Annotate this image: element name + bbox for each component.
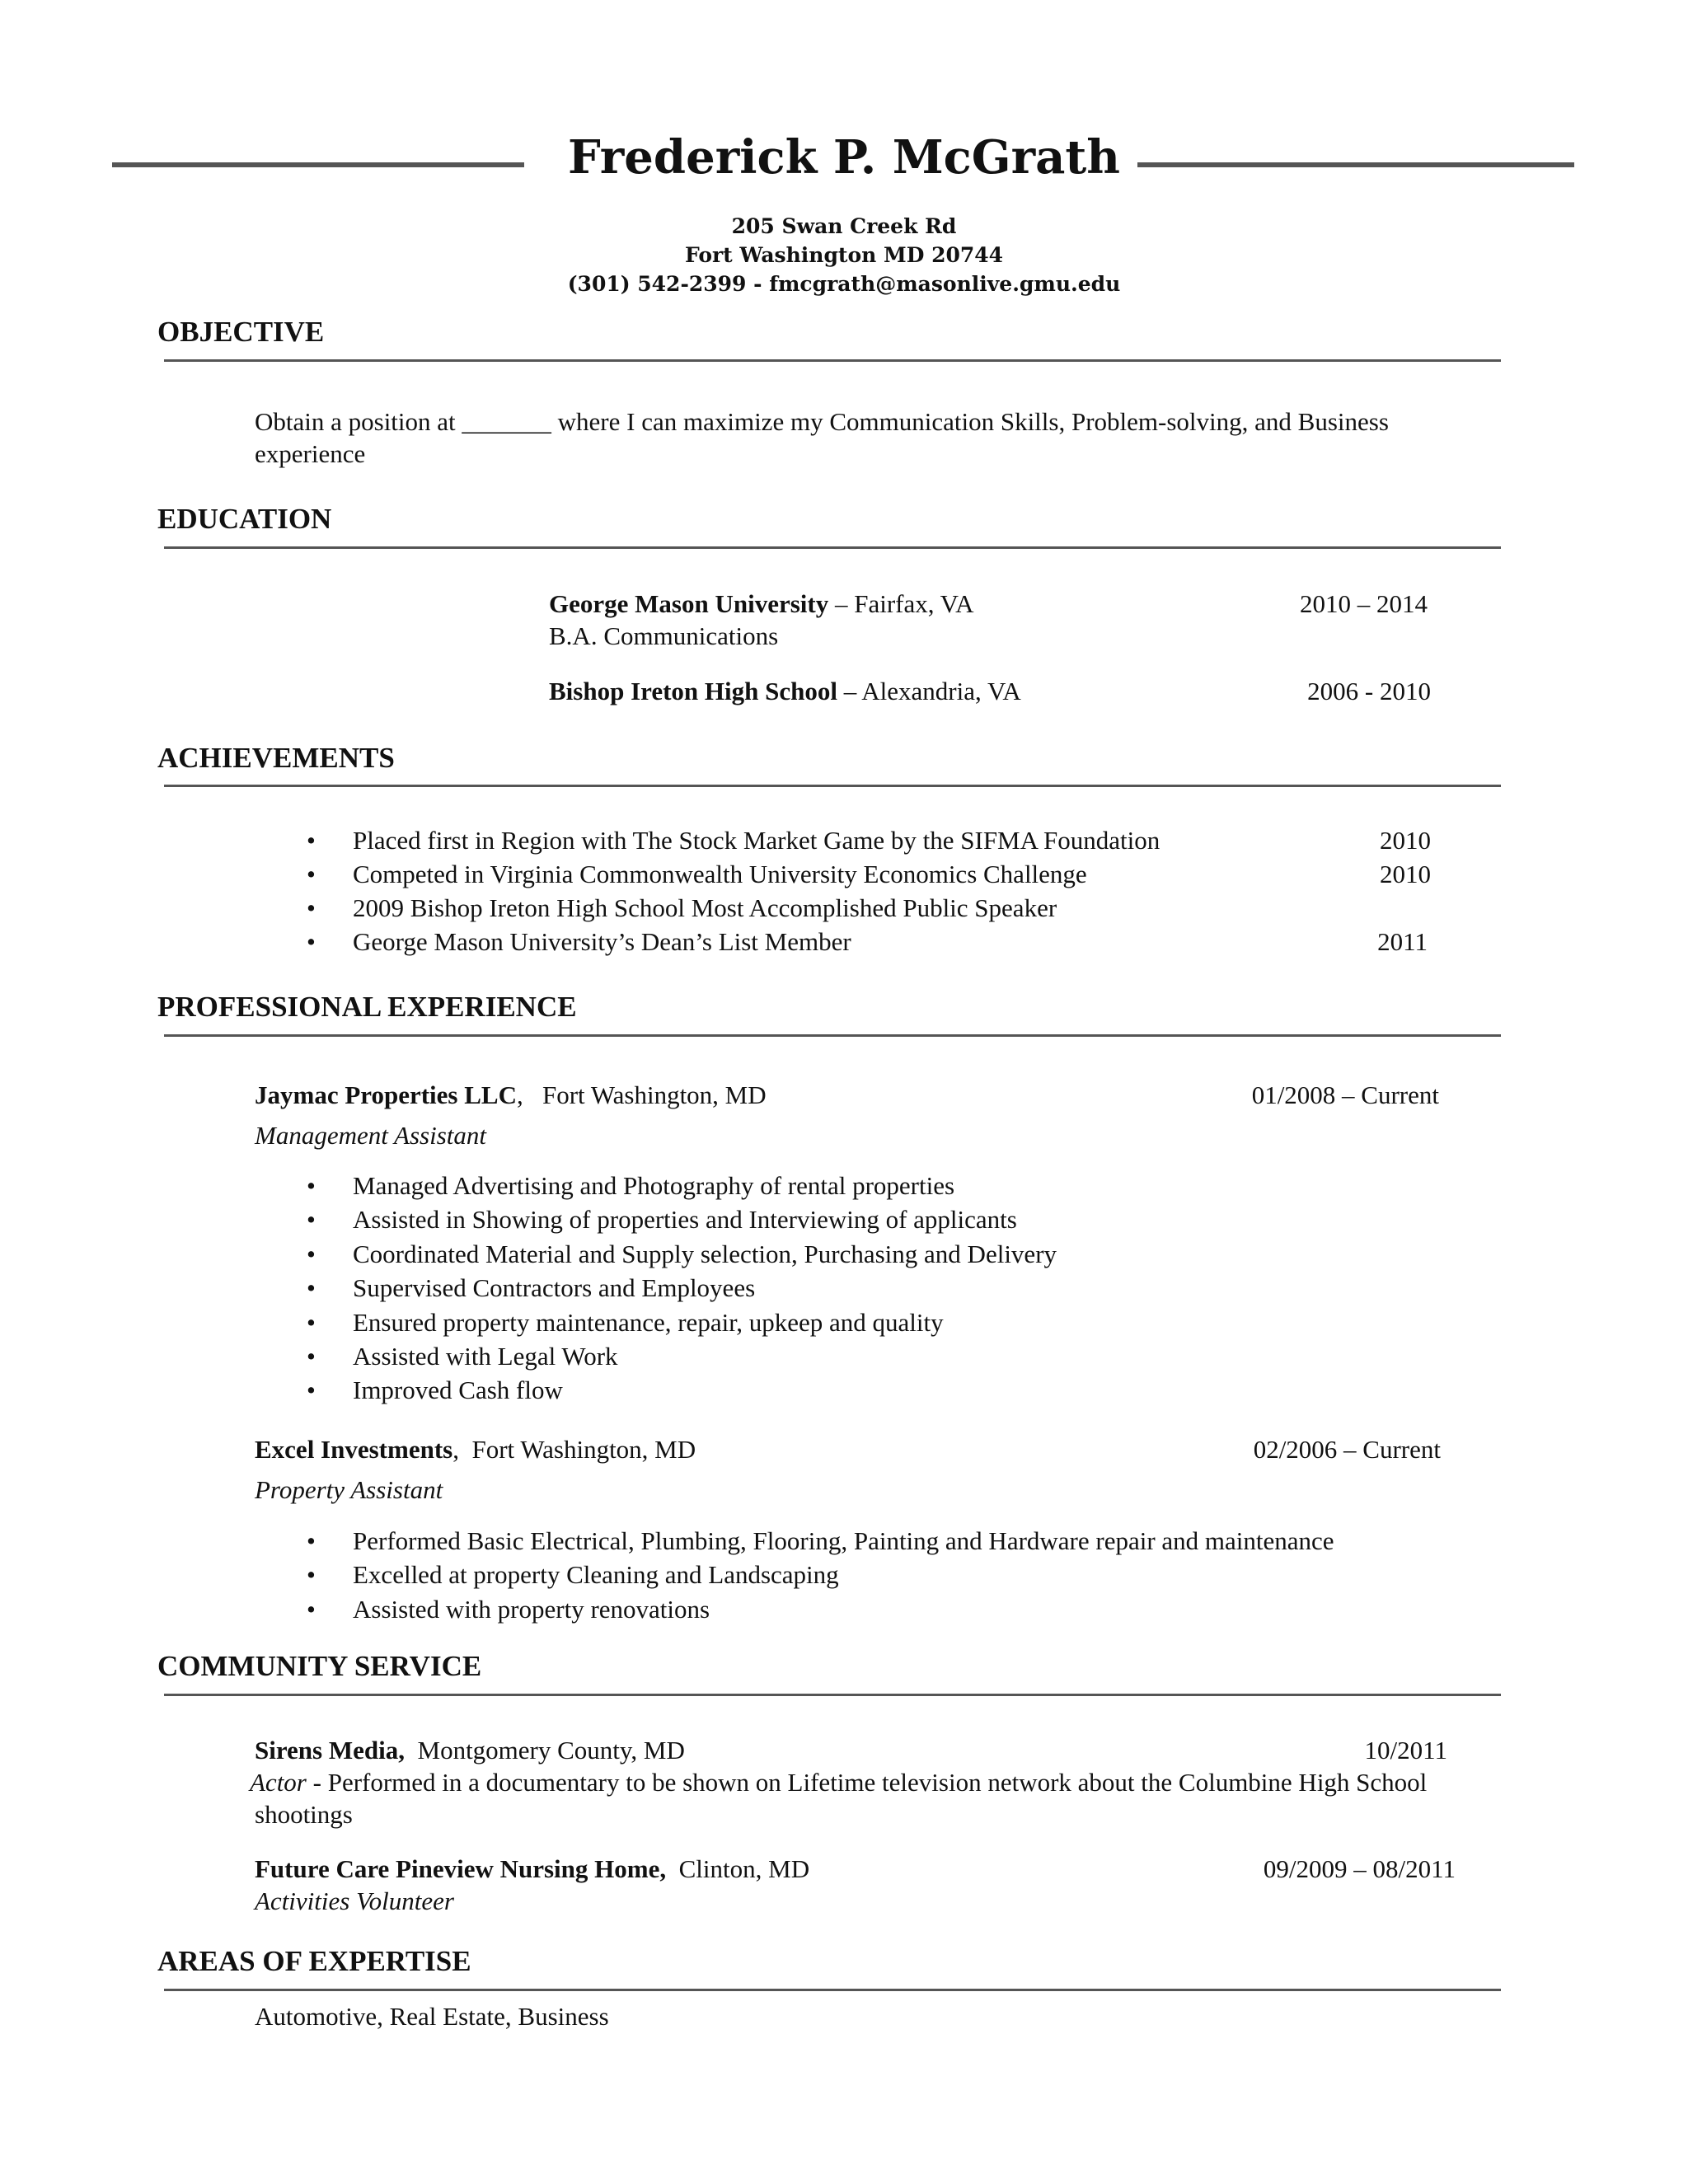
achievement-year: 2010 [1380, 860, 1431, 888]
job-dates: 01/2008 – Current [1251, 1080, 1439, 1109]
section-divider [164, 1989, 1501, 1991]
community-desc-line1 [250, 1768, 1427, 1797]
job-role: Management Assistant [255, 1121, 486, 1150]
community-role: Activities Volunteer [255, 1886, 454, 1915]
achievement-year: 2011 [1377, 927, 1428, 956]
org-name: Future Care Pineview Nursing Home, [255, 1854, 667, 1883]
org-location: Montgomery County, MD [405, 1736, 685, 1765]
bullet-icon: • [307, 1273, 316, 1302]
job-bullet: Performed Basic Electrical, Plumbing, Flooring, Painting and Hardware repair and maintenance [353, 1526, 1334, 1555]
bullet-icon: • [307, 1595, 316, 1624]
achievement-text: Placed first in Region with The Stock Market Game by the SIFMA Foundation [353, 826, 1160, 855]
candidate-name: Frederick P. McGrath [568, 130, 1120, 185]
section-divider [164, 785, 1501, 787]
bullet-icon: • [307, 1171, 316, 1200]
section-divider [164, 1694, 1501, 1696]
community-dates: 09/2009 – 08/2011 [1263, 1854, 1456, 1883]
school-name: George Mason University [549, 589, 829, 618]
bullet-icon: • [307, 1205, 316, 1234]
achievement-text: Competed in Virginia Commonwealth University Economics Challenge [353, 860, 1087, 888]
section-title-experience: PROFESSIONAL EXPERIENCE [157, 991, 577, 1023]
bullet-icon: • [307, 1376, 316, 1404]
bullet-icon: • [307, 893, 316, 922]
education-entry [549, 677, 1021, 706]
community-header [255, 1854, 809, 1884]
bullet-icon: • [307, 927, 316, 956]
community-header [255, 1736, 685, 1765]
community-role: Actor [250, 1768, 307, 1797]
section-divider [164, 359, 1501, 362]
job-dates: 02/2006 – Current [1253, 1435, 1441, 1464]
job-bullet: Ensured property maintenance, repair, upkeep and quality [353, 1308, 944, 1337]
community-desc: - Performed in a documentary to be shown on Lifetime television network about the Columbine High School [306, 1768, 1428, 1797]
achievement-text: 2009 Bishop Ireton High School Most Accomplished Public Speaker [353, 893, 1057, 922]
bullet-icon: • [307, 1240, 316, 1268]
job-bullet: Assisted with property renovations [353, 1595, 710, 1624]
school-location: – Alexandria, VA [837, 677, 1021, 705]
job-bullet: Excelled at property Cleaning and Landscaping [353, 1560, 839, 1589]
company-name: Excel Investments [255, 1435, 453, 1464]
achievement-year: 2010 [1380, 826, 1431, 855]
section-divider [164, 1034, 1501, 1037]
school-name: Bishop Ireton High School [549, 677, 837, 705]
section-divider [164, 546, 1501, 549]
degree: B.A. Communications [549, 621, 779, 650]
job-bullet: Supervised Contractors and Employees [353, 1273, 756, 1302]
expertise-text: Automotive, Real Estate, Business [255, 2002, 609, 2031]
section-title-achievements: ACHIEVEMENTS [157, 742, 395, 774]
section-title-expertise: AREAS OF EXPERTISE [157, 1945, 471, 1977]
job-bullet: Managed Advertising and Photography of rental properties [353, 1171, 955, 1200]
job-header [255, 1080, 767, 1110]
company-name: Jaymac Properties LLC [255, 1080, 517, 1109]
contact-line: (301) 542-2399 - fmcgrath@masonlive.gmu.edu [567, 272, 1121, 296]
header-rule-right [1137, 162, 1574, 167]
job-bullet: Coordinated Material and Supply selection, Purchasing and Delivery [353, 1240, 1057, 1268]
bullet-icon: • [307, 1308, 316, 1337]
section-title-objective: OBJECTIVE [157, 316, 325, 348]
achievement-text: George Mason University’s Dean’s List Member [353, 927, 851, 956]
company-location: , Fort Washington, MD [516, 1080, 767, 1109]
community-desc-line2: shootings [255, 1800, 353, 1829]
address-line2: Fort Washington MD 20744 [684, 243, 1004, 267]
objective-line2: experience [255, 439, 366, 468]
community-dates: 10/2011 [1364, 1736, 1447, 1765]
section-title-community: COMMUNITY SERVICE [157, 1650, 482, 1682]
education-dates: 2006 - 2010 [1307, 677, 1431, 705]
job-bullet: Assisted with Legal Work [353, 1342, 618, 1371]
org-name: Sirens Media, [255, 1736, 405, 1765]
section-title-education: EDUCATION [157, 503, 332, 535]
address-line1: 205 Swan Creek Rd [731, 214, 957, 238]
school-location: – Fairfax, VA [828, 589, 974, 618]
job-bullet: Assisted in Showing of properties and Interviewing of applicants [353, 1205, 1017, 1234]
education-dates: 2010 – 2014 [1300, 589, 1428, 618]
bullet-icon: • [307, 860, 316, 888]
org-location: Clinton, MD [666, 1854, 810, 1883]
bullet-icon: • [307, 1526, 316, 1555]
job-bullet: Improved Cash flow [353, 1376, 563, 1404]
job-role: Property Assistant [255, 1475, 443, 1504]
education-entry [549, 589, 973, 619]
bullet-icon: • [307, 1560, 316, 1589]
company-location: , Fort Washington, MD [452, 1435, 696, 1464]
bullet-icon: • [307, 826, 316, 855]
objective-line1: Obtain a position at _______ where I can maximize my Communication Skills, Problem-solving, and Business [255, 407, 1389, 436]
bullet-icon: • [307, 1342, 316, 1371]
job-header [255, 1435, 696, 1465]
